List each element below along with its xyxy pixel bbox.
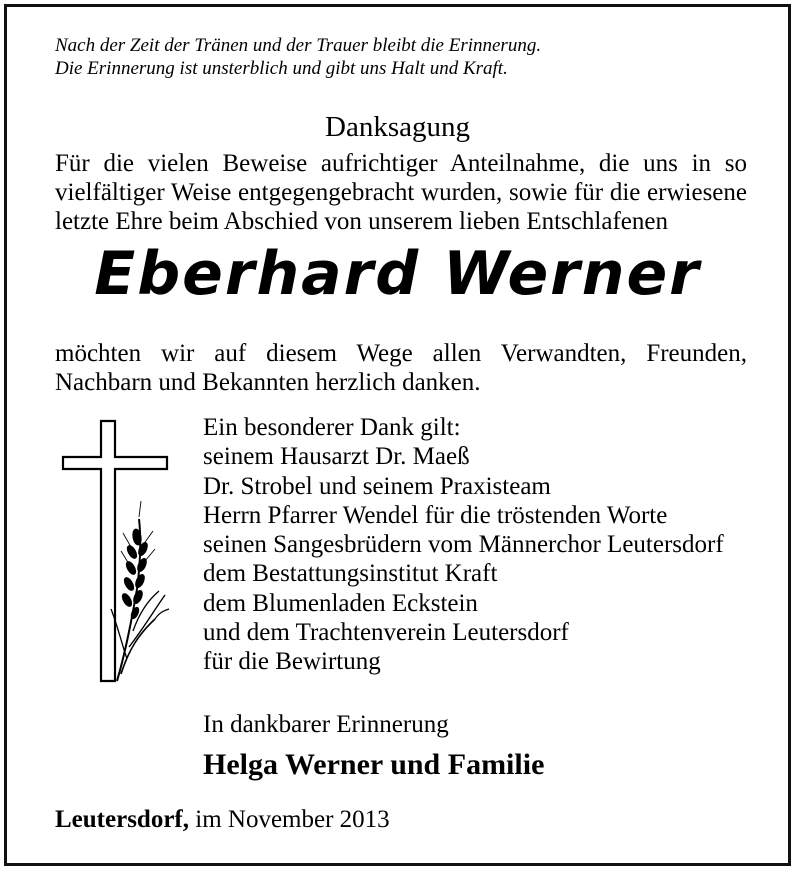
intro-text <box>55 149 747 236</box>
list-item: dem Blumenladen Eckstein <box>203 589 478 617</box>
date: im November 2013 <box>195 806 390 833</box>
closing-line: In dankbarer Erinnerung <box>203 711 449 738</box>
motto-line: Nach der Zeit der Tränen und der Trauer bleibt die Erinnerung. <box>55 35 542 56</box>
intro-line: letzte Ehre beim Abschied von unserem lieben Entschlafenen <box>55 208 668 235</box>
list-item: seinen Sangesbrüdern vom Männerchor Leutersdorf <box>203 531 724 559</box>
thanks-text <box>55 339 747 397</box>
obituary-card <box>4 4 791 866</box>
special-thanks-title: Ein besonderer Dank gilt: <box>203 414 461 441</box>
place: Leutersdorf, <box>55 806 189 833</box>
list-item: und dem Trachtenverein Leutersdorf <box>203 619 569 647</box>
heading: Danksagung <box>325 111 470 143</box>
list-item: für die Bewirtung <box>203 648 381 676</box>
list-item: seinem Hausarzt Dr. Maeß <box>203 443 470 471</box>
motto <box>55 34 541 80</box>
list-item: Herrn Pfarrer Wendel für die tröstenden Worte <box>203 501 668 529</box>
motto-line: Die Erinnerung ist unsterblich und gibt uns Halt und Kraft. <box>55 58 508 79</box>
intro-line: Für die vielen Beweise aufrichtiger Anteilnahme, die uns in so <box>55 150 747 177</box>
signature: Helga Werner und Familie <box>203 748 545 781</box>
wheat-icon <box>111 501 169 681</box>
thanks-line: Nachbarn und Bekannten herzlich danken. <box>55 369 481 396</box>
thanks-line: möchten wir auf diesem Wege allen Verwandten, Freunden, <box>55 340 747 367</box>
intro-line: vielfältiger Weise entgegengebracht wurden, sowie für die erwiesene <box>55 179 747 206</box>
deceased-name: Eberhard Werner <box>94 239 701 309</box>
place-date <box>55 805 390 834</box>
cross-icon <box>59 419 174 689</box>
list-item: dem Bestattungsinstitut Kraft <box>203 560 498 588</box>
list-item: Dr. Strobel und seinem Praxisteam <box>203 472 551 500</box>
special-thanks <box>203 413 724 677</box>
